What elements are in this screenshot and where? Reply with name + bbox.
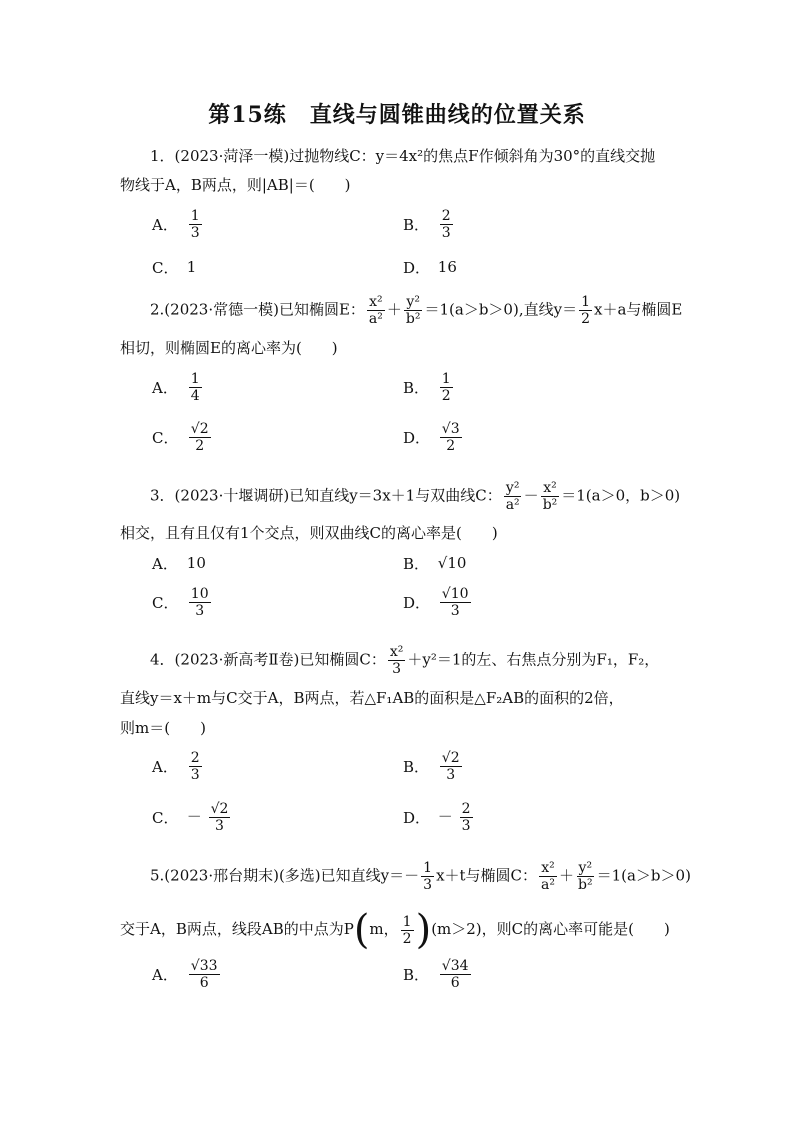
numerator: √2 — [441, 750, 460, 766]
denominator: 3 — [441, 225, 451, 241]
denominator: a² — [505, 497, 520, 513]
option-label: C． — [152, 428, 179, 447]
numerator: √2 — [210, 801, 229, 817]
numerator: y² — [406, 294, 420, 310]
option-label: A． — [152, 965, 178, 984]
denominator: 3 — [450, 603, 460, 619]
option-label: C． — [152, 593, 179, 612]
q5-frac-y2b2 — [576, 860, 595, 893]
option-label: B． — [403, 378, 430, 397]
option-fraction — [440, 750, 462, 783]
q5-frac-third — [421, 860, 434, 893]
option-label: B． — [403, 215, 430, 234]
denominator: 3 — [446, 767, 456, 783]
option-label: D． — [403, 808, 431, 827]
q5-text-b: x＋t与椭圆C： — [436, 866, 538, 885]
q1-option-c — [152, 258, 196, 277]
option-label: D． — [403, 259, 431, 277]
numerator: x² — [369, 294, 383, 310]
q4-option-a — [152, 750, 204, 783]
denominator: 2 — [441, 388, 451, 404]
q5-line1 — [150, 860, 691, 893]
denominator: 2 — [402, 930, 412, 947]
denominator: 3 — [461, 818, 471, 834]
denominator: 6 — [450, 975, 460, 991]
q4-line2: 直线y＝x＋m与C交于A，B两点，若△F₁AB的面积是△F₂AB的面积的2倍， — [120, 689, 624, 707]
q1-option-b — [403, 208, 455, 241]
right-paren: ) — [415, 907, 432, 953]
q2-line2: 相切，则椭圆E的离心率为( ) — [120, 339, 338, 357]
option-label: C． — [152, 808, 179, 827]
q3-option-a — [152, 554, 206, 573]
numerator: 10 — [190, 586, 209, 602]
option-fraction — [440, 208, 453, 241]
numerator: √33 — [190, 958, 218, 974]
plus-sign: ＋ — [386, 300, 402, 319]
option-label: D． — [403, 428, 431, 447]
option-text: 1 — [186, 258, 197, 276]
option-fraction — [440, 586, 471, 619]
q4-option-c — [152, 801, 232, 834]
q1-line1: 1．(2023·菏泽一模)过抛物线C：y＝4x²的焦点F作倾斜角为30°的直线交抛 — [150, 147, 656, 165]
q5-text-e: m， — [369, 920, 399, 938]
option-label: A． — [152, 215, 178, 234]
numerator: √34 — [441, 958, 469, 974]
numerator: 1 — [441, 371, 451, 387]
q4-text-b: ＋y²＝1的左、右焦点分别为F₁，F₂， — [407, 650, 660, 669]
numerator: y² — [578, 860, 593, 876]
numerator: 2 — [441, 208, 451, 224]
q5-option-b — [403, 958, 473, 991]
q5-option-a — [152, 958, 222, 991]
option-fraction — [189, 750, 202, 783]
denominator: 6 — [199, 975, 209, 991]
numerator: x² — [543, 480, 557, 496]
numerator: 2 — [190, 750, 200, 766]
minus-sign: － — [186, 807, 202, 826]
q3-line2: 相交，且有且仅有1个交点，则双曲线C的离心率是( ) — [120, 524, 498, 542]
page-title: 第15练 直线与圆锥曲线的位置关系 — [208, 102, 586, 128]
q1-line2: 物线于A，B两点，则|AB|＝( ) — [120, 176, 351, 194]
denominator: 3 — [190, 767, 200, 783]
denominator: a² — [541, 877, 555, 893]
q3-frac-y2a2 — [504, 480, 522, 513]
numerator: 2 — [461, 801, 471, 817]
option-fraction — [209, 801, 231, 834]
q3-text-a: 3．(2023·十堰调研)已知直线y＝3x＋1与双曲线C： — [150, 486, 502, 505]
option-label: B． — [403, 555, 430, 573]
q3-line1 — [150, 480, 680, 513]
q4-line3: 则m＝( ) — [120, 719, 206, 737]
denominator: 2 — [446, 438, 456, 454]
option-text: √10 — [437, 554, 467, 572]
denominator: 4 — [190, 388, 200, 404]
left-paren: ( — [353, 907, 370, 953]
numerator: 1 — [402, 913, 412, 930]
q5-text-a: 5.(2023·邢台期末)(多选)已知直线y＝－ — [150, 866, 420, 885]
numerator: √2 — [190, 421, 209, 437]
option-fraction — [440, 371, 453, 404]
q2-line1 — [150, 294, 682, 327]
denominator: 3 — [423, 877, 433, 893]
denominator: 3 — [392, 661, 402, 677]
q2-frac-x2a2 — [367, 294, 385, 327]
minus-sign: － — [523, 486, 539, 505]
denominator: b² — [405, 311, 421, 327]
denominator: 2 — [581, 311, 590, 327]
option-fraction — [460, 801, 473, 834]
denominator: b² — [578, 877, 593, 893]
option-fraction — [440, 421, 462, 454]
numerator: 1 — [190, 208, 200, 224]
q4-option-b — [403, 750, 464, 783]
q3-text-b: ＝1(a＞0，b＞0) — [561, 486, 681, 505]
option-fraction — [189, 421, 211, 454]
q3-option-c — [152, 586, 213, 619]
numerator: 1 — [581, 294, 590, 310]
option-text: 16 — [437, 258, 457, 276]
q5-line2 — [120, 907, 670, 953]
option-fraction — [440, 958, 471, 991]
q1-option-a — [152, 208, 204, 241]
q2-option-a — [152, 371, 204, 404]
q2-frac-y2b2 — [404, 294, 423, 327]
numerator: x² — [541, 860, 555, 876]
option-fraction — [189, 371, 202, 404]
q5-frac-x2a2 — [539, 860, 557, 893]
q2-option-d — [403, 421, 464, 454]
q5-frac-half — [401, 914, 414, 947]
q2-text-b: ＝1(a＞b＞0),直线y＝ — [424, 300, 578, 319]
option-label: A． — [152, 555, 178, 573]
q2-option-b — [403, 371, 455, 404]
option-label: B． — [403, 757, 430, 776]
numerator: 1 — [190, 371, 200, 387]
option-label: C． — [152, 259, 179, 277]
numerator: √3 — [441, 421, 460, 437]
denominator: 3 — [190, 225, 200, 241]
numerator: y² — [505, 480, 520, 496]
minus-sign: － — [437, 807, 453, 826]
option-label: D． — [403, 593, 431, 612]
denominator: 3 — [195, 603, 205, 619]
q1-option-d — [403, 258, 457, 277]
q2-text-c: x＋a与椭圆E — [594, 300, 683, 319]
denominator: 3 — [215, 818, 224, 834]
numerator: x² — [389, 644, 404, 660]
q3-option-b — [403, 554, 466, 573]
q4-line1 — [150, 644, 659, 677]
option-fraction — [189, 208, 202, 241]
q2-text-a: 2.(2023·常德一模)已知椭圆E： — [150, 300, 365, 319]
q3-option-d — [403, 586, 473, 619]
denominator: b² — [542, 497, 558, 513]
option-label: A． — [152, 757, 178, 776]
denominator: 2 — [195, 438, 205, 454]
numerator: 1 — [423, 860, 433, 876]
q3-frac-x2b2 — [541, 480, 560, 513]
q2-option-c — [152, 421, 213, 454]
option-label: B． — [403, 965, 430, 984]
q5-text-d: 交于A，B两点，线段AB的中点为P — [120, 920, 354, 938]
numerator: √10 — [441, 586, 469, 602]
q5-text-c: ＝1(a＞b＞0) — [596, 866, 691, 885]
option-text: 10 — [186, 554, 206, 572]
q4-text-a: 4．(2023·新高考Ⅱ卷)已知椭圆C： — [150, 650, 386, 669]
q2-frac-half — [579, 294, 592, 327]
q4-frac-x2-3 — [388, 644, 406, 677]
q4-option-d — [403, 801, 475, 834]
option-label: A． — [152, 378, 178, 397]
option-fraction — [189, 958, 220, 991]
option-fraction — [189, 586, 211, 619]
q5-text-f: (m＞2)，则C的离心率可能是( ) — [431, 920, 670, 938]
plus-sign: ＋ — [559, 866, 575, 885]
denominator: a² — [368, 311, 383, 327]
